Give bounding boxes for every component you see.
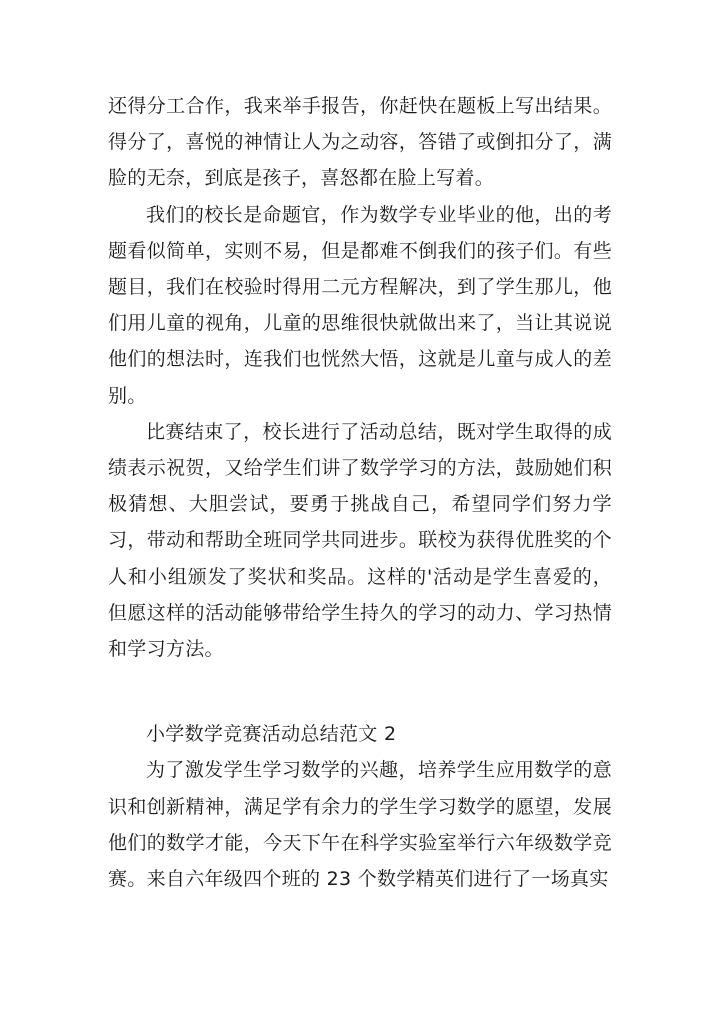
document-body (108, 88, 612, 897)
paragraph-competition-end: 比赛结束了，校长进行了活动总结，既对学生取得的成绩表示祝贺，又给学生们讲了数学学习的方法，鼓励她们积极猜想、大胆尝试，要勇于挑战自己，希望同学们努力学习，带动和帮助全班同学共同进步。联校为获得优胜奖的个人和小组颁发了奖状和奖品。这样的'活动是学生喜爱的，但愿这样的活动能够带给学生持久的学习的动力、学习热情和学习方法。 (108, 420, 612, 661)
paragraph-continuation: 还得分工合作，我来举手报告，你赶快在题板上写出结果。得分了，喜悦的神情让人为之动容，答错了或倒扣分了，满脸的无奈，到底是孩子，喜怒都在脸上写着。 (108, 95, 612, 190)
paragraph-principal: 我们的校长是命题官，作为数学专业毕业的他，出的考题看似简单，实则不易，但是都难不倒我们的孩子们。有些题目，我们在校验时得用二元方程解决，到了学生那儿，他们用儿童的视角，儿童的思维很快就做出来了，当让其说说他们的想法时，连我们也恍然大悟，这就是儿童与成人的差别。 (108, 203, 612, 407)
paragraph-section-2-intro: 为了激发学生学习数学的兴趣，培养学生应用数学的意识和创新精神，满足学有余力的学生学习数学的愿望，发展他们的数学才能，今天下午在科学实验室举行六年级数学竞赛。来自六年级四个班的 23 个数学精英们进行了一场真实 (108, 759, 612, 891)
section-gap (108, 667, 612, 716)
section-heading: 小学数学竞赛活动总结范文 2 (146, 723, 397, 746)
